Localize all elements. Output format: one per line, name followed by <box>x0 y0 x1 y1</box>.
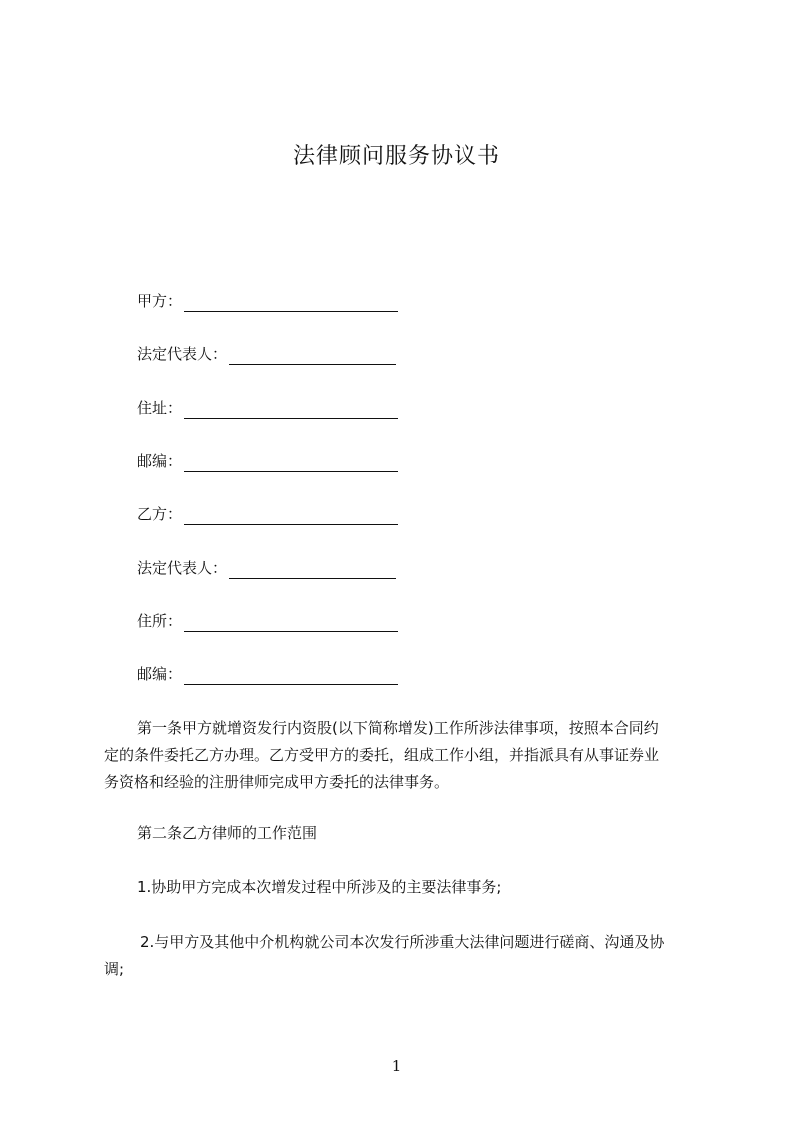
article2-item1: 1.协助甲方完成本次增发过程中所涉及的主要法律事务; <box>137 878 502 896</box>
party-a-rep-label: 法定代表人： <box>137 345 228 363</box>
party-b-address-field <box>137 610 398 632</box>
party-b-name-label: 乙方： <box>137 505 183 523</box>
party-a-rep-field <box>137 343 396 365</box>
party-a-postcode-field <box>137 450 398 472</box>
page-number: 1 <box>391 1057 402 1075</box>
article1-line1: 第一条甲方就增资发行内资股(以下简称增发)工作所涉法律事项，按照本合同约 <box>137 719 659 737</box>
article1-line2: 定的条件委托乙方办理。乙方受甲方的委托，组成工作小组，并指派具有从事证券业 <box>104 746 660 764</box>
article2-item2-line2: 调; <box>104 960 125 978</box>
party-a-name-field <box>137 290 398 312</box>
article1-line3: 务资格和经验的注册律师完成甲方委托的法律事务。 <box>104 773 450 791</box>
party-a-rep-blank <box>229 348 396 365</box>
party-b-rep-field <box>137 557 396 579</box>
party-a-address-field <box>137 397 398 419</box>
party-a-postcode-label: 邮编： <box>137 452 183 470</box>
article2-item2-line1: 2.与甲方及其他中介机构就公司本次发行所涉重大法律问题进行磋商、沟通及协 <box>140 933 665 951</box>
party-b-postcode-blank <box>184 668 398 685</box>
party-b-name-field <box>137 503 398 525</box>
party-a-address-blank <box>184 402 398 419</box>
party-b-postcode-field <box>137 663 398 685</box>
party-b-address-label: 住所： <box>137 612 183 630</box>
party-a-address-label: 住址： <box>137 399 183 417</box>
party-a-name-label: 甲方： <box>137 292 183 310</box>
party-a-name-blank <box>184 295 398 312</box>
party-b-rep-blank <box>229 562 396 579</box>
document-title: 法律顾问服务协议书 <box>292 144 500 169</box>
party-b-name-blank <box>184 508 398 525</box>
party-b-address-blank <box>184 615 398 632</box>
article2-heading: 第二条乙方律师的工作范围 <box>137 824 318 842</box>
party-b-postcode-label: 邮编： <box>137 665 183 683</box>
party-a-postcode-blank <box>184 455 398 472</box>
party-b-rep-label: 法定代表人： <box>137 559 228 577</box>
